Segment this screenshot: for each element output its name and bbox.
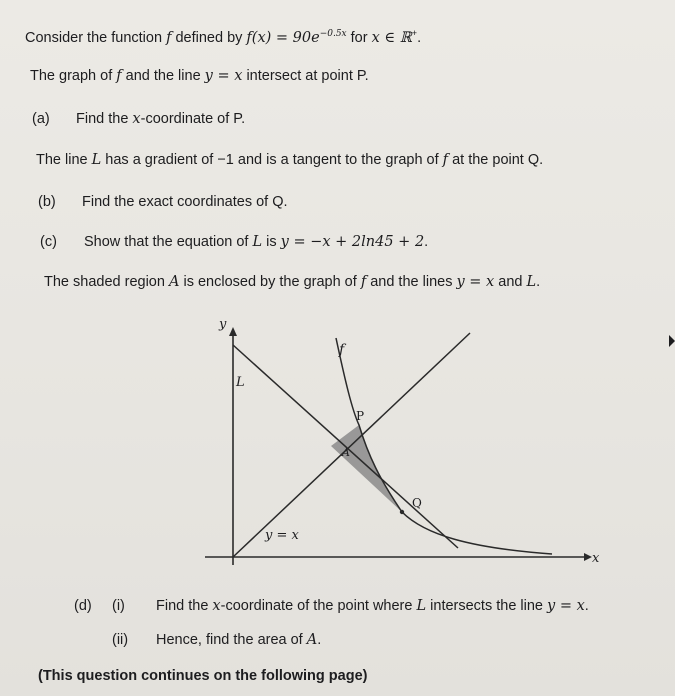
- function-formula: f(x) = 90e: [246, 29, 320, 46]
- x-axis-label: x: [592, 551, 600, 566]
- intro-text-defined: defined by: [171, 29, 247, 46]
- part-c-end: .: [424, 234, 429, 250]
- intersect-text: The graph of: [30, 68, 117, 84]
- curve-f: [336, 338, 552, 554]
- part-d-label: (d): [74, 598, 92, 614]
- line-L-symbol: L: [526, 274, 537, 290]
- point-Q-label: Q: [412, 496, 422, 510]
- line-L-symbol: L: [252, 234, 263, 250]
- part-d-i-text: Find the: [156, 598, 213, 614]
- part-d-ii-label: (ii): [112, 632, 129, 648]
- continuation-note: (This question continues on the following page): [38, 668, 368, 684]
- part-d-i: [74, 597, 589, 615]
- shaded-text: The shaded region: [44, 274, 169, 290]
- line-equation: y = x: [547, 598, 585, 614]
- intro-text: Consider the function: [25, 29, 167, 46]
- part-d-i-text-c: intersects the line: [426, 598, 548, 614]
- part-d-i-label: (i): [112, 598, 125, 614]
- region-A-symbol: A: [168, 274, 180, 290]
- part-d-i-end: .: [584, 598, 589, 614]
- line-equation: y = x: [456, 274, 495, 290]
- point-P-label: P: [356, 409, 365, 423]
- function-domain: x ∈ ℝ: [371, 29, 412, 46]
- function-symbol: f: [166, 29, 172, 46]
- tangent-text-c: at the point Q.: [448, 152, 544, 168]
- y-axis-label: y: [219, 317, 227, 332]
- tangent-text-b: has a gradient of −1 and is a tangent to the graph of: [101, 152, 443, 168]
- shaded-text-b: is enclosed by the graph of: [179, 274, 361, 290]
- intro-text-for: for: [346, 29, 372, 46]
- part-d-ii-text: Hence, find the area of: [156, 632, 307, 648]
- function-exponent: −0.5x: [319, 29, 347, 39]
- domain-superscript: +: [411, 28, 418, 38]
- region-A-symbol: A: [306, 632, 318, 648]
- y-axis-arrow: [229, 327, 237, 336]
- part-d-ii-end: .: [317, 632, 322, 648]
- line-y-equals-x-label: y = x: [265, 528, 299, 543]
- part-a-text-b: -coordinate of P.: [140, 111, 246, 127]
- page-edge-marker: [669, 335, 675, 347]
- intro-end: .: [417, 29, 422, 46]
- line-equation: y = x: [204, 68, 243, 84]
- shaded-text-d: and: [494, 274, 527, 290]
- variable-x: x: [132, 111, 141, 127]
- variable-x: x: [212, 598, 221, 614]
- function-symbol: f: [360, 274, 367, 290]
- intersect-text-c: intersect at point P.: [242, 68, 369, 84]
- part-d-i-text-b: -coordinate of the point where: [220, 598, 417, 614]
- part-b-text: Find the exact coordinates of Q.: [82, 194, 288, 210]
- point-Q-marker: [400, 510, 404, 514]
- shaded-region-A: [331, 425, 402, 512]
- function-symbol: f: [116, 68, 122, 84]
- shaded-text-c: and the lines: [366, 274, 457, 290]
- part-b-label: (b): [38, 194, 56, 210]
- part-d-ii: [112, 631, 321, 649]
- part-a-label: (a): [32, 111, 50, 127]
- x-axis-arrow: [584, 553, 592, 561]
- shaded-end: .: [536, 274, 541, 290]
- line-L-symbol: L: [91, 152, 102, 168]
- line-y-equals-x: [233, 333, 470, 557]
- part-c-text-b: is: [262, 234, 281, 250]
- tangent-text: The line: [36, 152, 92, 168]
- line-L-equation: y = −x + 2ln45 + 2: [280, 234, 425, 250]
- part-c-label: (c): [40, 234, 57, 250]
- region-A-label: A: [342, 446, 350, 459]
- line-L-label: L: [236, 375, 245, 390]
- curve-f-label: f: [339, 342, 345, 358]
- function-symbol: f: [442, 152, 449, 168]
- part-c-text: Show that the equation of: [84, 234, 253, 250]
- part-a-text: Find the: [76, 111, 133, 127]
- intersect-text-b: and the line: [121, 68, 205, 84]
- line-L-symbol: L: [416, 598, 427, 614]
